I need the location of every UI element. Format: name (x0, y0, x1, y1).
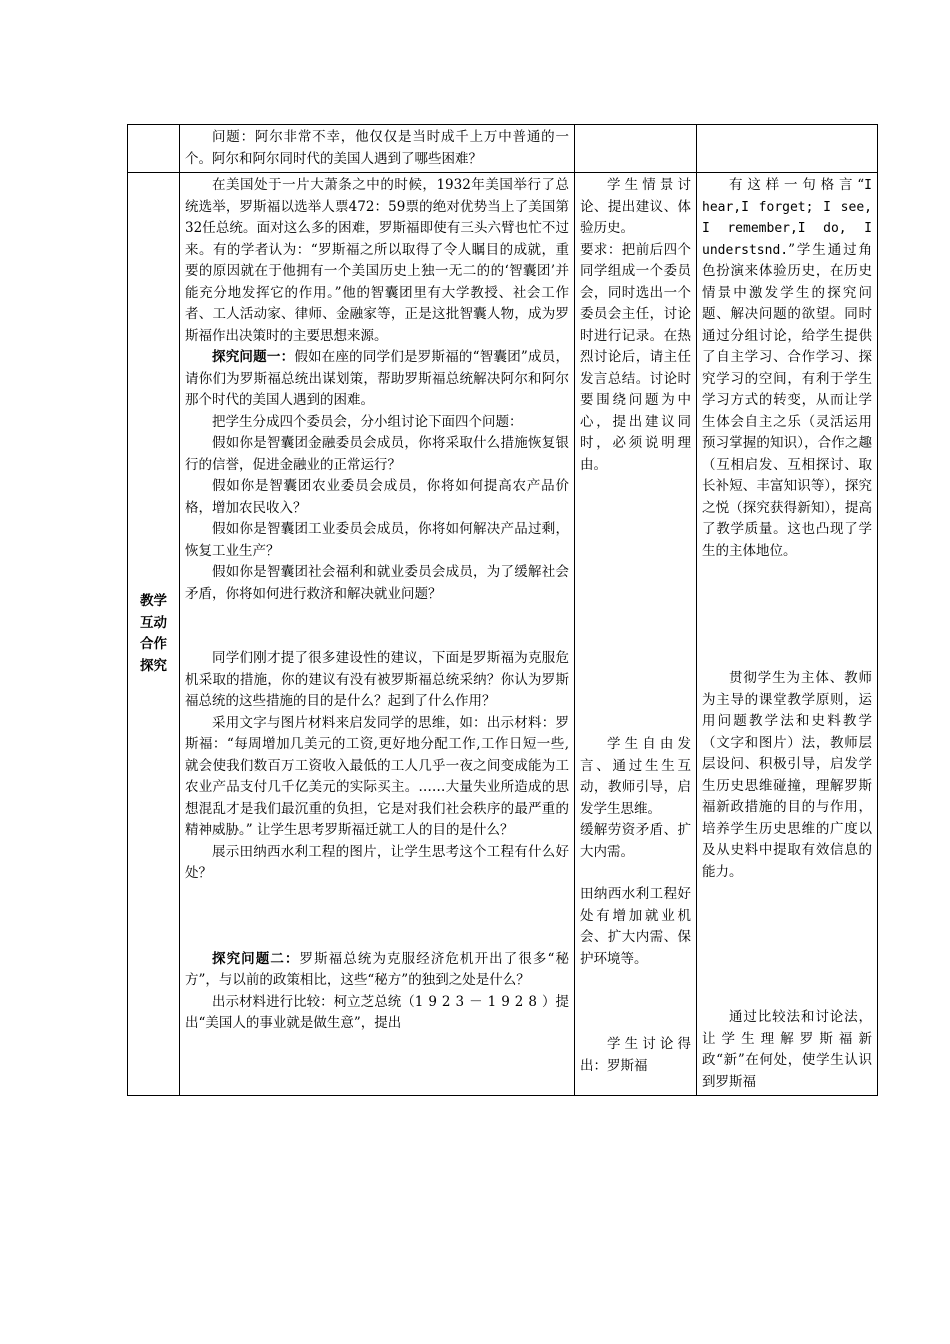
activity-text: 学生情景讨论、提出建议、体验历史。 (580, 177, 691, 236)
content-cell (180, 173, 575, 1096)
followup-paragraph: 同学们刚才提了很多建设性的建议，下面是罗斯福为克服危机采取的措施，你的建议有没有被罗斯福总统采纳？你认为罗斯福总统的这些措施的目的是什么？起到了什么作用？ (185, 650, 569, 709)
purpose-text: 贯彻学生为主体、教师为主导的课堂教学原则，运用问题教学法和史料教学（文字和图片）法，教师层层设问、积极引导，启发学生历史思维碰撞，理解罗斯福新政措施的目的与作用，培养学生历史思维的广度以及从史料中提取有效信息的能力。 (702, 670, 872, 880)
stage-cell-empty (128, 125, 180, 173)
purpose-text: 有这样一句格言“I hear,I forget; I see, I remember,I do, I understsnd.”学生通过角色扮演来体验历史，在历史情景中激发学生的探究问题、解决问题的欲望。同时通过分组讨论，给学生提供了自主学习、合作学习、探究学习的空间，有利于学生学习方式的转变，从而让学生体会自主之乐（灵活运用预习掌握的知识），合作之趣（互相启发、互相探讨、取长补短、丰富知识等），探究之悦（探究获得新知），提高了教学质量。这也凸现了学生的主体地位。 (702, 177, 872, 559)
lesson-plan-table (127, 124, 878, 1096)
activity-text: 要求：把前后四个同学组成一个委员会，同时选出一个委员会主任，讨论时进行记录。在热烈讨论后，请主任发言总结。讨论时要围绕问题为中心，提出建议同时，必须说明理由。 (580, 241, 691, 473)
purpose-cell (697, 173, 878, 1096)
activity-text: 学生讨论得出：罗斯福 (580, 1036, 691, 1074)
activity-text: 学生自由发言、通过生生互动，教师引导，启发学生思维。 (580, 736, 691, 817)
list-item: 假如你是智囊团金融委员会成员，你将采取什么措施恢复银行的信誉，促进金融业的正常运行？ (185, 435, 569, 473)
content-cell (180, 125, 575, 173)
material-paragraph: 采用文字与图片材料来启发同学的思维，如：出示材料：罗斯福：“每周增加几美元的工资,更好地分配工作,工作日短一些,就会使我们数百万工资收入最低的工人几乎一夜之间变成能为工农业产品支付几千亿美元的实际买主。……大量失业所造成的思想混乱才是我们最沉重的负担，它是对我们社会秩序的最严重的精神威胁。” 让学生思考罗斯福迁就工人的目的是什么？ (185, 714, 569, 838)
purpose-text: 通过比较法和讨论法，让学生理解罗斯福新政“新”在何处，使学生认识到罗斯福 (702, 1009, 872, 1090)
stage-label: 教学 互动 合作 探究 (128, 173, 180, 1096)
group-intro: 把学生分成四个委员会，分小组讨论下面四个问题： (212, 413, 523, 430)
activity-cell-empty (575, 125, 697, 173)
activity-text: 缓解劳资矛盾、扩大内需。 (580, 822, 691, 860)
purpose-cell-empty (697, 125, 878, 173)
intro-paragraph: 在美国处于一片大萧条之中的时候，1932年美国举行了总统选举，罗斯福以选举人票472：59票的绝对优势当上了美国第32任总统。面对这么多的困难，罗斯福即使有三头六臂也忙不过来。有的学者认为：“罗斯福之所以取得了令人瞩目的成就，重要的原因就在于他拥有一个美国历史上独一无二的的‘智囊团’并能充分地发挥它的作用。”他的智囊团里有大学教授、社会工作者、工人活动家、律师、金融家等，正是这批智囊人物，成为罗斯福作出决策时的主要思想来源。 (185, 177, 569, 344)
inquiry-question-two: 探究问题二：罗斯福总统为克服经济危机开出了很多“秘方”，与以前的政策相比，这些“秘方”的独到之处是什么？ (185, 950, 570, 988)
table-row (128, 125, 878, 173)
activity-cell (575, 173, 697, 1096)
list-item: 假如你是智囊团农业委员会成员，你将如何提高农产品价格，增加农民收入？ (185, 478, 569, 516)
activity-text: 田纳西水利工程好处有增加就业机会、扩大内需、保护环境等。 (580, 886, 691, 967)
inquiry-question-one: 探究问题一：假如在座的同学们是罗斯福的“智囊团”成员，请你们为罗斯福总统出谋划策，帮助罗斯福总统解决阿尔和阿尔那个时代的美国人遇到的困难。 (185, 349, 569, 408)
list-item: 假如你是智囊团社会福利和就业委员会成员，为了缓解社会矛盾，你将如何进行救济和解决就业问题？ (185, 564, 569, 602)
list-item: 假如你是智囊团工业委员会成员，你将如何解决产品过剩，恢复工业生产？ (185, 521, 569, 559)
problem-text: 问题：阿尔非常不幸，他仅仅是当时成千上万中普通的一个。阿尔和阿尔同时代的美国人遇到了哪些困难？ (185, 129, 569, 167)
tva-paragraph: 展示田纳西水利工程的图片，让学生思考这个工程有什么好处？ (185, 843, 569, 881)
comparison-paragraph: 出示材料进行比较：柯立芝总统（1923－1928）提出“美国人的事业就是做生意”，提出 (185, 993, 570, 1031)
table-row (128, 173, 878, 1096)
